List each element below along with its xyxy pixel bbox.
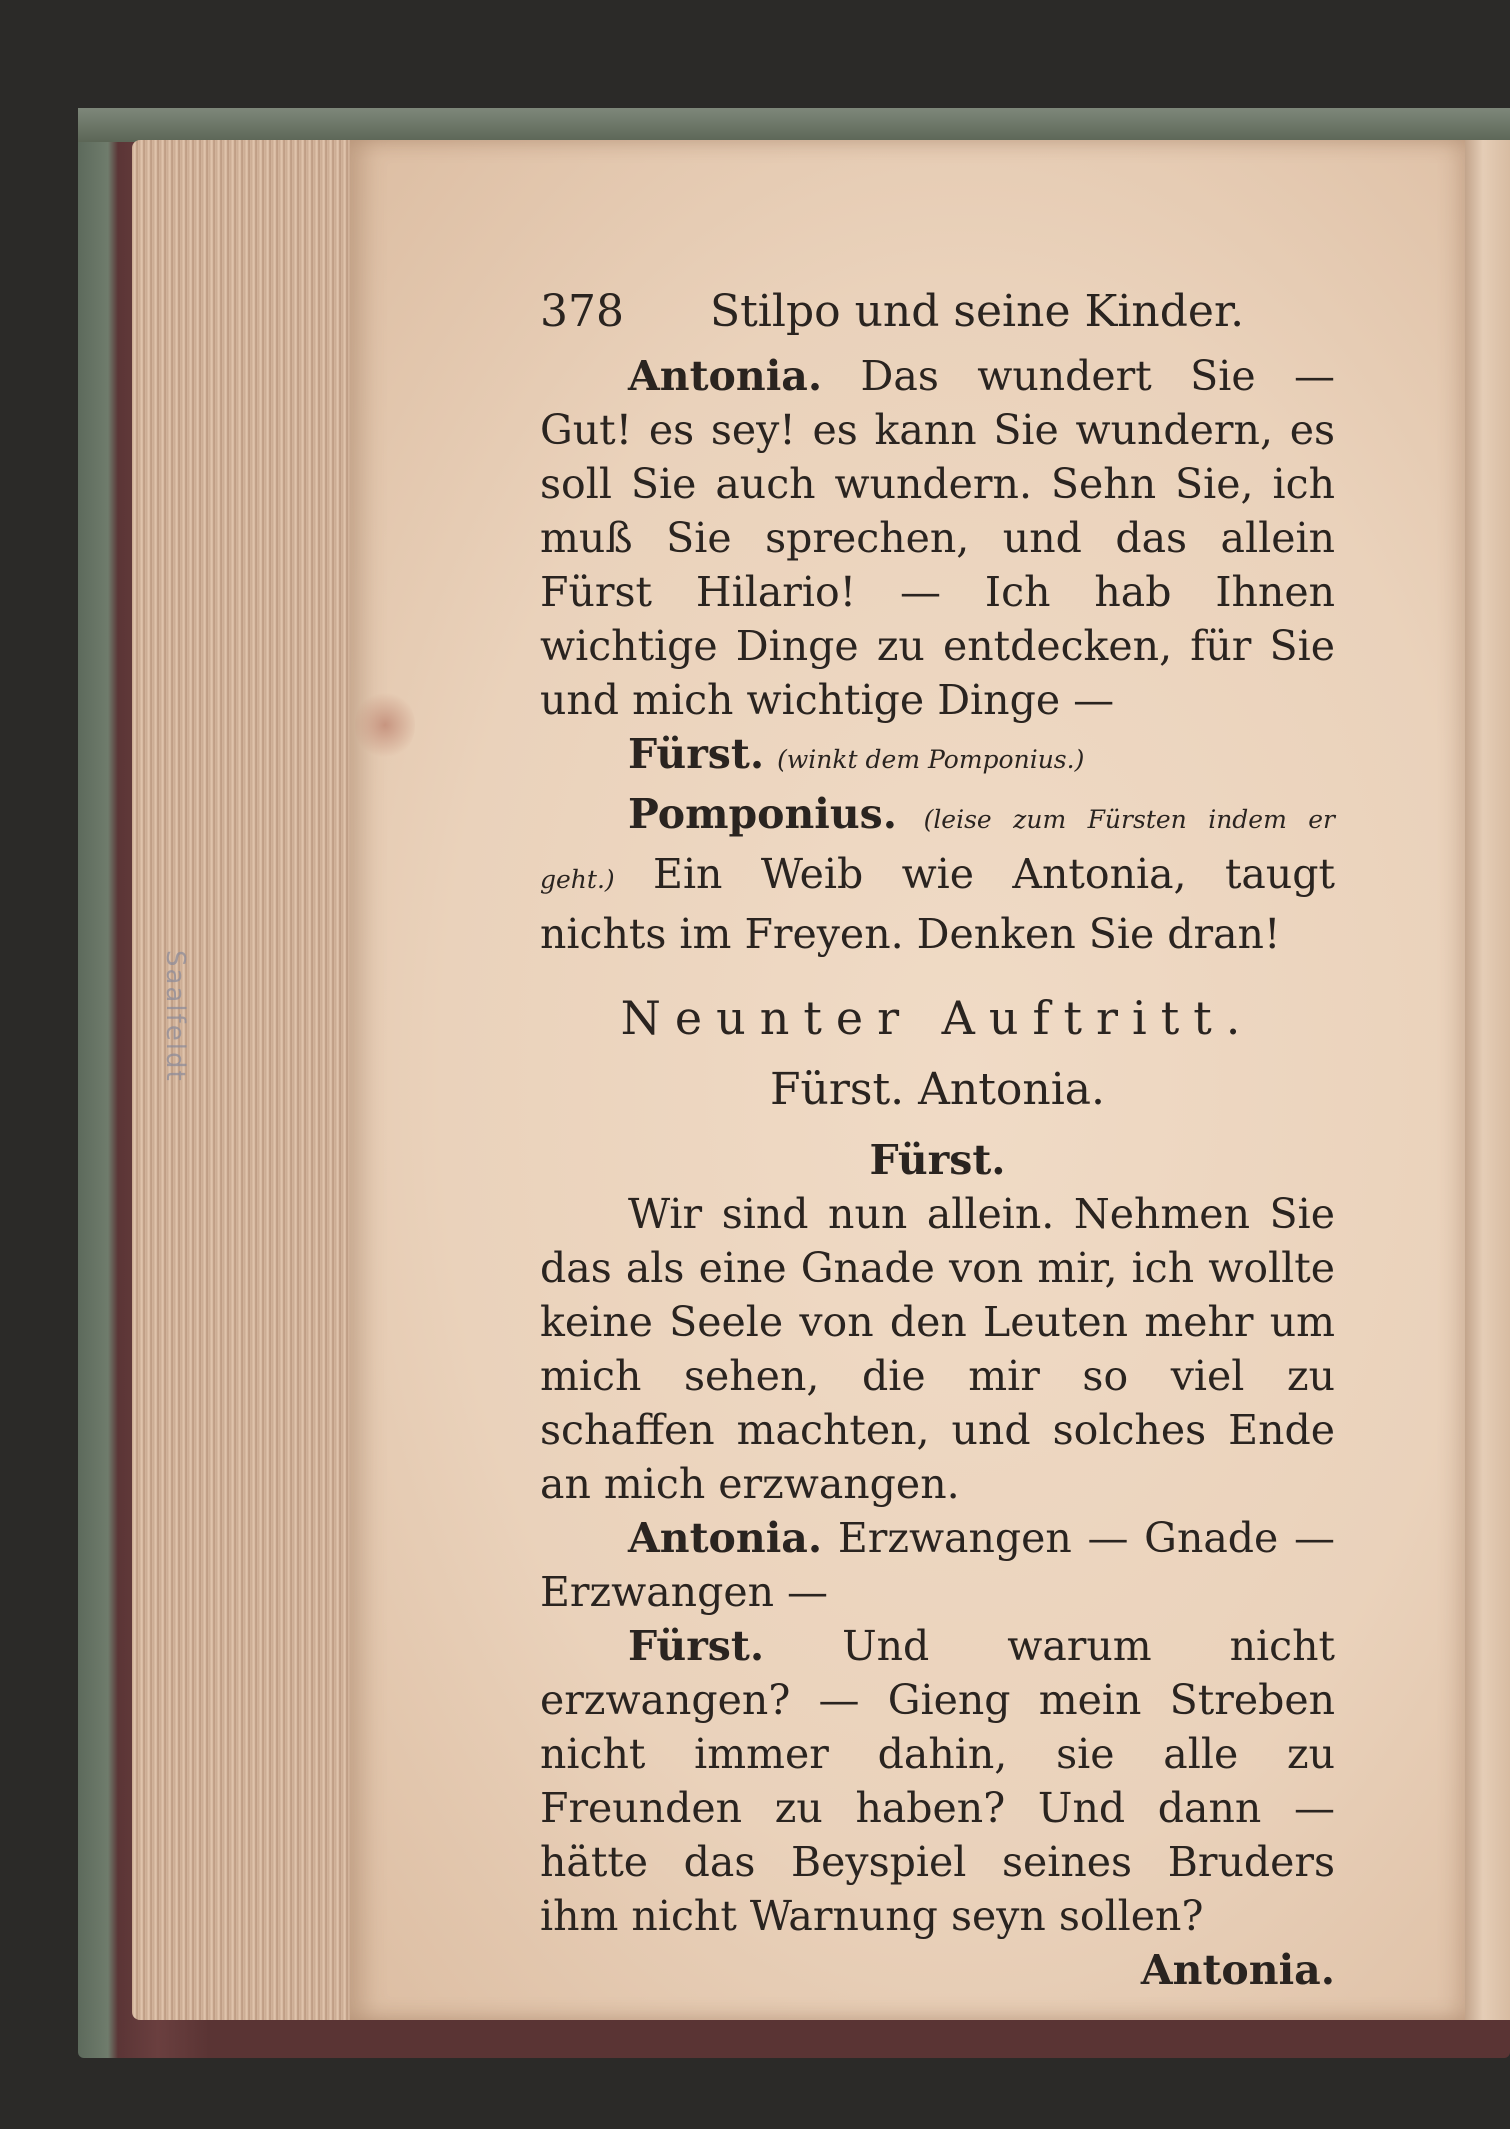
speaker-name: Antonia. xyxy=(628,352,823,400)
speech-text: Wir sind nun allein. Nehmen Sie das als eine Gnade von mir, ich wollte keine Seele von den Leuten mehr um mich sehen, die mir so viel zu schaffen machten, und solches Ende an mich erzwangen. xyxy=(540,1190,1335,1508)
running-title: Stilpo und seine Kinder. xyxy=(709,286,1245,337)
speaker-name: Antonia. xyxy=(628,1514,823,1562)
facing-page-edge xyxy=(1465,140,1510,2020)
speech-antonia-2 xyxy=(540,1511,1335,1619)
speech-fuerst-3 xyxy=(540,1619,1335,1943)
speech-pomponius xyxy=(540,787,1335,961)
speaker-name: Pomponius. xyxy=(628,790,898,838)
stage-direction: (winkt dem Pomponius.) xyxy=(777,745,1085,774)
page-number: 378 xyxy=(540,286,624,337)
catchword: Antonia. xyxy=(1140,1946,1335,1994)
paper-stain xyxy=(355,690,415,760)
scene-heading: Neunter Auftritt. xyxy=(620,991,1255,1045)
speech-text: Ein Weib wie Antonia, taugt nichts im Freyen. Denken Sie dran! xyxy=(540,850,1335,958)
scene-persons: Fürst. Antonia. xyxy=(769,1064,1106,1115)
speech-fuerst xyxy=(540,727,1335,787)
speaker-name: Fürst. xyxy=(628,1622,765,1670)
speech-text: Das wundert Sie — Gut! es sey! es kann Sie wundern, es soll Sie auch wundern. Sehn Sie, ich muß Sie sprechen, und das allein Fürst Hilario! — Ich hab Ihnen wichtige Dinge zu entdecken, für Sie und mich wichtige Dinge — xyxy=(540,352,1335,724)
speech-fuerst-2 xyxy=(540,1187,1335,1511)
cover-top-edge xyxy=(78,108,1510,142)
speech-text: Und warum nicht erzwangen? — Gieng mein Streben nicht immer dahin, sie alle zu Freunden zu haben? Und dann — hätte das Beyspiel seines Bruders ihm nicht Warnung seyn sollen? xyxy=(540,1622,1335,1940)
spine-label: Saalfeldt xyxy=(160,950,190,1083)
speaker-name: Fürst. xyxy=(628,730,765,778)
speech-text: Erzwangen — Gnade — Erzwangen — xyxy=(540,1514,1335,1616)
stage-direction: (leise zum Fürsten indem er geht.) xyxy=(540,805,1335,894)
page-text xyxy=(540,285,1335,1997)
running-header xyxy=(540,285,1335,343)
speech-antonia xyxy=(540,349,1335,727)
scene-first-speaker: Fürst. xyxy=(869,1136,1006,1184)
